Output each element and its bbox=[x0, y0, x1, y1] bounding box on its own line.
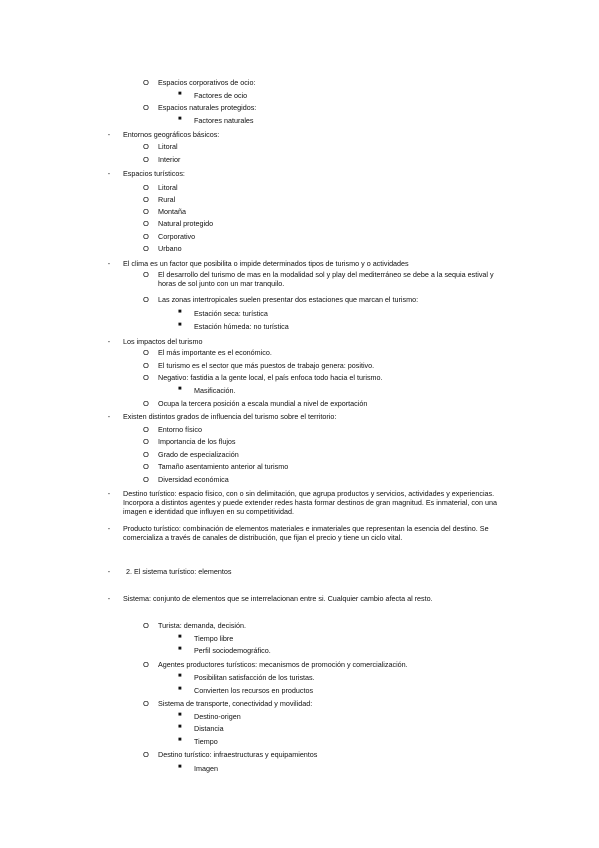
circle-bullet-icon: O bbox=[143, 660, 149, 669]
square-bullet-icon: ■ bbox=[178, 686, 182, 692]
bullet-text: El clima es un factor que posibilita o impide determinados tipos de turismo y o actividades bbox=[123, 259, 409, 268]
bullet-text: Factores de ocio bbox=[194, 91, 248, 100]
bullet-text: El turismo es el sector que más puestos de trabajo genera: positivo. bbox=[158, 361, 375, 370]
circle-bullet-icon: O bbox=[143, 183, 149, 192]
bullet-text: Convierten los recursos en productos bbox=[194, 686, 314, 695]
circle-bullet-icon: O bbox=[143, 155, 149, 164]
circle-bullet-icon: O bbox=[143, 373, 149, 382]
bullet-text: Corporativo bbox=[158, 232, 196, 241]
dash-bullet-icon: - bbox=[107, 259, 111, 268]
dash-bullet-icon: - bbox=[107, 524, 111, 533]
dash-bullet-icon: - bbox=[107, 594, 111, 603]
circle-bullet-icon: O bbox=[143, 699, 149, 708]
dash-bullet-icon: - bbox=[107, 130, 111, 139]
bullet-text: Espacios turísticos: bbox=[123, 169, 185, 178]
bullet-text: Litoral bbox=[158, 183, 178, 192]
bullet-text: Sistema: conjunto de elementos que se interrelacionan entre si. Cualquier cambio afecta al resto. bbox=[123, 594, 433, 603]
bullet-text: Estación húmeda: no turística bbox=[194, 322, 289, 331]
dash-bullet-icon: - bbox=[107, 489, 111, 498]
circle-bullet-icon: O bbox=[143, 621, 149, 630]
bullet-text: Interior bbox=[158, 155, 181, 164]
square-bullet-icon: ■ bbox=[178, 386, 182, 392]
bullet-text: Natural protegido bbox=[158, 219, 214, 228]
bullet-text: Producto turístico: combinación de elementos materiales e inmateriales que representan la esencia del destino. Se comercializa a través de canales de distribución, que fijan el precio y tiene un ciclo vital. bbox=[123, 524, 489, 542]
bullet-text: Espacios naturales protegidos: bbox=[158, 103, 257, 112]
bullet-text: Urbano bbox=[158, 244, 182, 253]
square-bullet-icon: ■ bbox=[178, 116, 182, 122]
square-bullet-icon: ■ bbox=[178, 646, 182, 652]
circle-bullet-icon: O bbox=[143, 361, 149, 370]
circle-bullet-icon: O bbox=[143, 219, 149, 228]
circle-bullet-icon: O bbox=[143, 244, 149, 253]
bullet-text: Espacios corporativos de ocio: bbox=[158, 78, 256, 87]
bullet-text: 2. El sistema turístico: elementos bbox=[126, 567, 232, 576]
bullet-text: Tamaño asentamiento anterior al turismo bbox=[158, 462, 289, 471]
dash-bullet-icon: - bbox=[107, 169, 111, 178]
square-bullet-icon: ■ bbox=[178, 91, 182, 97]
bullet-text: Litoral bbox=[158, 142, 178, 151]
circle-bullet-icon: O bbox=[143, 295, 149, 304]
circle-bullet-icon: O bbox=[143, 195, 149, 204]
bullet-text: Las zonas intertropicales suelen presentar dos estaciones que marcan el turismo: bbox=[158, 295, 419, 304]
bullet-text: Turista: demanda, decisión. bbox=[158, 621, 247, 630]
circle-bullet-icon: O bbox=[143, 142, 149, 151]
bullet-text: Rural bbox=[158, 195, 176, 204]
bullet-text: Masificación. bbox=[194, 386, 236, 395]
circle-bullet-icon: O bbox=[143, 475, 149, 484]
circle-bullet-icon: O bbox=[143, 348, 149, 357]
bullet-text: Montaña bbox=[158, 207, 186, 216]
square-bullet-icon: ■ bbox=[178, 322, 182, 328]
circle-bullet-icon: O bbox=[143, 270, 149, 279]
circle-bullet-icon: O bbox=[143, 750, 149, 759]
dash-bullet-icon: - bbox=[107, 337, 111, 346]
bullet-text: Distancia bbox=[194, 724, 224, 733]
bullet-text: Entornos geográficos básicos: bbox=[123, 130, 220, 139]
bullet-text: Tiempo bbox=[194, 737, 218, 746]
bullet-text: Factores naturales bbox=[194, 116, 254, 125]
bullet-text: Entorno físico bbox=[158, 425, 202, 434]
square-bullet-icon: ■ bbox=[178, 737, 182, 743]
square-bullet-icon: ■ bbox=[178, 309, 182, 315]
bullet-text: Estación seca: turística bbox=[194, 309, 268, 318]
bullet-text: Ocupa la tercera posición a escala mundial a nivel de exportación bbox=[158, 399, 368, 408]
bullet-text: El más importante es el económico. bbox=[158, 348, 272, 357]
circle-bullet-icon: O bbox=[143, 399, 149, 408]
dash-bullet-icon: - bbox=[107, 567, 111, 576]
bullet-text: Agentes productores turísticos: mecanismos de promoción y comercialización. bbox=[158, 660, 408, 669]
bullet-text: El desarrollo del turismo de mas en la modalidad sol y play del mediterráneo se debe a la sequia estival y horas de sol junto con un mar tranquilo. bbox=[158, 270, 494, 288]
bullet-text: Tiempo libre bbox=[194, 634, 234, 643]
bullet-text: Destino-origen bbox=[194, 712, 241, 721]
bullet-text: Posibilitan satisfacción de los turistas. bbox=[194, 673, 315, 682]
bullet-text: Imagen bbox=[194, 764, 218, 773]
bullet-text: Destino turístico: espacio físico, con o sin delimitación, que agrupa productos y servicios, actividades y experiencias. Incorpora a distintos agentes y puede extender redes hasta formar destinos de gran magnitud. Es inmaterial, con una imagen e identidad que influyen en su competitividad. bbox=[123, 489, 497, 516]
circle-bullet-icon: O bbox=[143, 425, 149, 434]
circle-bullet-icon: O bbox=[143, 437, 149, 446]
circle-bullet-icon: O bbox=[143, 78, 149, 87]
circle-bullet-icon: O bbox=[143, 450, 149, 459]
circle-bullet-icon: O bbox=[143, 232, 149, 241]
square-bullet-icon: ■ bbox=[178, 764, 182, 770]
circle-bullet-icon: O bbox=[143, 207, 149, 216]
bullet-text: Importancia de los flujos bbox=[158, 437, 236, 446]
square-bullet-icon: ■ bbox=[178, 634, 182, 640]
square-bullet-icon: ■ bbox=[178, 724, 182, 730]
bullet-text: Los impactos del turismo bbox=[123, 337, 203, 346]
bullet-text: Existen distintos grados de influencia del turismo sobre el territorio: bbox=[123, 412, 337, 421]
bullet-text: Grado de especialización bbox=[158, 450, 239, 459]
square-bullet-icon: ■ bbox=[178, 712, 182, 718]
bullet-text: Sistema de transporte, conectividad y movilidad: bbox=[158, 699, 313, 708]
bullet-text: Destino turístico: infraestructuras y equipamientos bbox=[158, 750, 318, 759]
circle-bullet-icon: O bbox=[143, 462, 149, 471]
dash-bullet-icon: - bbox=[107, 412, 111, 421]
bullet-text: Negativo: fastidia a la gente local, el país enfoca todo hacia el turismo. bbox=[158, 373, 383, 382]
circle-bullet-icon: O bbox=[143, 103, 149, 112]
bullet-text: Perfil sociodemográfico. bbox=[194, 646, 271, 655]
square-bullet-icon: ■ bbox=[178, 673, 182, 679]
bullet-text: Diversidad económica bbox=[158, 475, 229, 484]
